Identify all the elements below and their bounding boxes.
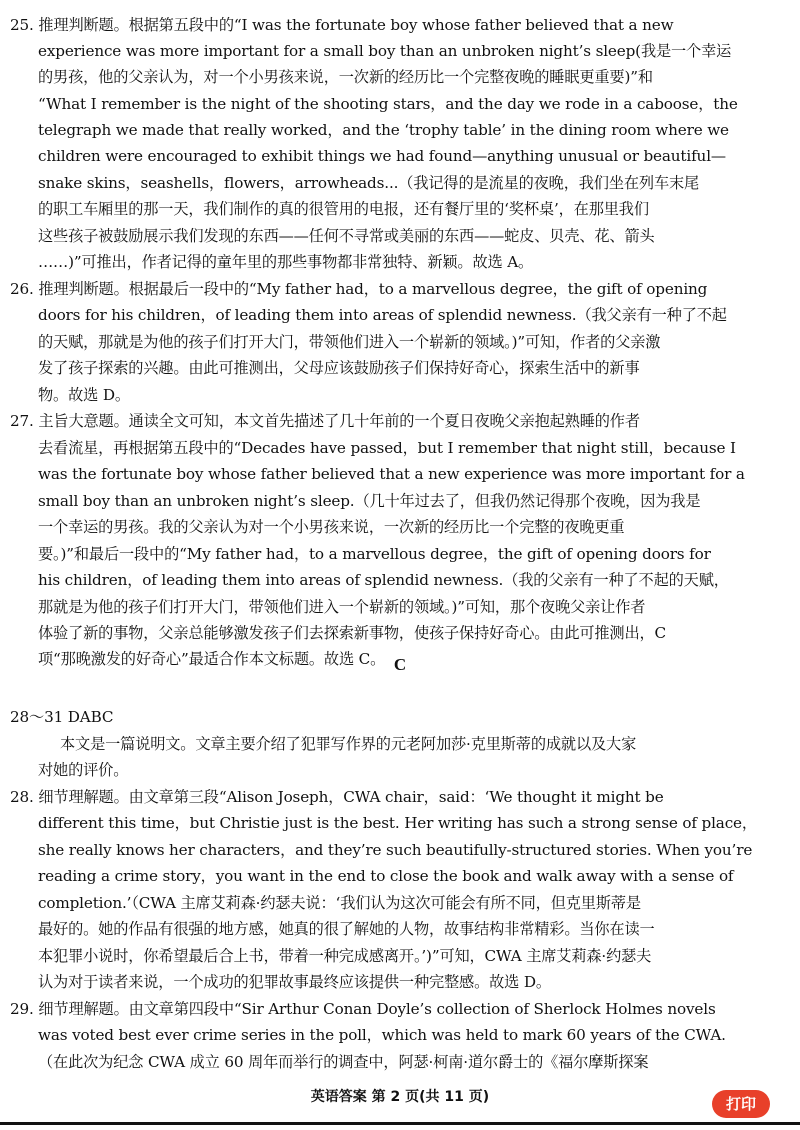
summary-line-2: 对她的评价。 [38,761,129,779]
q27-line-8: 那就是为他的孩子们打开大门，带领他们进入一个崭新的领域。)”可知，那个夜晚父亲让作者 [38,598,646,616]
q26-line-4: 发了孩子探索的兴趣。由此可推测出，父母应该鼓励孩子们保持好奇心，探索生活中的新事 [38,359,640,377]
q26-line-2: doors for his children，of leading them into areas of splendid newness.（我父亲有一种了不起 [38,306,727,324]
q28-line-8: 认为对于读者来说，一个成功的犯罪故事最终应该提供一种完整感。故选 D。 [38,973,551,991]
q27-line-1: 27. 主旨大意题。通读全文可知，本文首先描述了几十年前的一个夏日夜晚父亲抱起熟睡的作者 [10,412,640,430]
answer-key: 28～31 DABC [10,708,114,726]
q25-line-4: “What I remember is the night of the shooting stars，and the day we rode in a caboose，the [38,95,738,113]
q27-line-6: 要。)”和最后一段中的“My father had，to a marvellous degree，the gift of opening doors for [38,545,711,563]
q29-line-2: was voted best ever crime series in the poll，which was held to mark 60 years of the CWA. [38,1026,726,1044]
page-footer: 英语答案 第 2 页(共 11 页) [310,1089,490,1105]
q25-line-1: 25. 推理判断题。根据第五段中的“I was the fortunate boy whose father believed that a new [10,16,674,34]
q26-line-5: 物。故选 D。 [38,386,130,404]
q25-line-8: 的职工车厢里的那一天，我们制作的真的很管用的电报，还有餐厅里的‘奖杯桌’，在那里我们 [38,200,649,218]
q27-line-5: 一个幸运的男孩。我的父亲认为对一个小男孩来说，一次新的经历比一个完整的夜晚更重 [38,518,625,536]
q25-line-3: 的男孩，他的父亲认为，对一个小男孩来说，一次新的经历比一个完整夜晚的睡眠更重要)”和 [38,68,653,86]
print-button[interactable]: 打印 [712,1090,770,1118]
q25-line-6: children were encouraged to exhibit things we had found—anything unusual or beautiful— [38,147,726,165]
q27-line-10: 项“那晚激发的好奇心”最适合作本文标题。故选 C。 [38,650,386,668]
section-heading: C [393,655,407,674]
q25-line-2: experience was more important for a small boy than an unbroken night’s sleep(我是一个幸运 [38,42,732,60]
q27-line-9: 体验了新的事物，父亲总能够激发孩子们去探索新事物，使孩子保持好奇心。由此可推测出，C [38,624,667,642]
q27-line-2: 去看流星，再根据第五段中的“Decades have passed，but I remember that night still，because I [38,439,736,457]
q28-line-3: she really knows her characters，and they’re such beautifully-structured stories. When you’re [38,841,753,859]
summary-line-1: 本文是一篇说明文。文章主要介绍了犯罪写作界的元老阿加莎·克里斯蒂的成就以及大家 [60,735,637,753]
bottom-divider [0,1122,800,1125]
q27-line-4: small boy than an unbroken night’s sleep.（几十年过去了，但我仍然记得那个夜晚，因为我是 [38,492,701,510]
q28-line-1: 28. 细节理解题。由文章第三段“Alison Joseph，CWA chair，said：‘We thought it might be [10,788,664,806]
q27-line-7: his children，of leading them into areas of splendid newness.（我的父亲有一种了不起的天赋， [38,571,729,589]
q25-line-5: telegraph we made that really worked，and the ‘trophy table’ in the dining room where we [38,121,729,139]
q26-line-1: 26. 推理判断题。根据最后一段中的“My father had，to a marvellous degree，the gift of opening [10,280,708,298]
q26-line-3: 的天赋，那就是为他的孩子们打开大门，带领他们进入一个崭新的领域。)”可知，作者的父亲激 [38,333,661,351]
q28-line-6: 最好的。她的作品有很强的地方感，她真的很了解她的人物，故事结构非常精彩。当你在读一 [38,920,655,938]
q29-line-1: 29. 细节理解题。由文章第四段中“Sir Arthur Conan Doyle’s collection of Sherlock Holmes novels [10,1000,716,1018]
q25-line-7: snake skins，seashells，flowers，arrowheads...（我记得的是流星的夜晚，我们坐在列车末尾 [38,174,700,192]
q28-line-4: reading a crime story，you want in the end to close the book and walk away with a sense of [38,867,734,885]
q28-line-5: completion.’（CWA 主席艾莉森·约瑟夫说：‘我们认为这次可能会有所不同，但克里斯蒂是 [38,894,641,912]
q29-line-3: （在此次为纪念 CWA 成立 60 周年而举行的调查中，阿瑟·柯南·道尔爵士的《福尔摩斯探案 [38,1053,649,1071]
q25-line-9: 这些孩子被鼓励展示我们发现的东西——任何不寻常或美丽的东西——蛇皮、贝壳、花、箭头 [38,227,655,245]
q25-line-10: ……)”可推出，作者记得的童年里的那些事物都非常独特、新颖。故选 A。 [38,253,534,271]
q28-line-7: 本犯罪小说时，你希望最后合上书，带着一种完成感离开。’)”可知，CWA 主席艾莉森·约瑟夫 [38,947,652,965]
q27-line-3: was the fortunate boy whose father believed that a new experience was more important for a [38,465,745,483]
q28-line-2: different this time，but Christie just is the best. Her writing has such a strong sense of place， [38,814,757,832]
